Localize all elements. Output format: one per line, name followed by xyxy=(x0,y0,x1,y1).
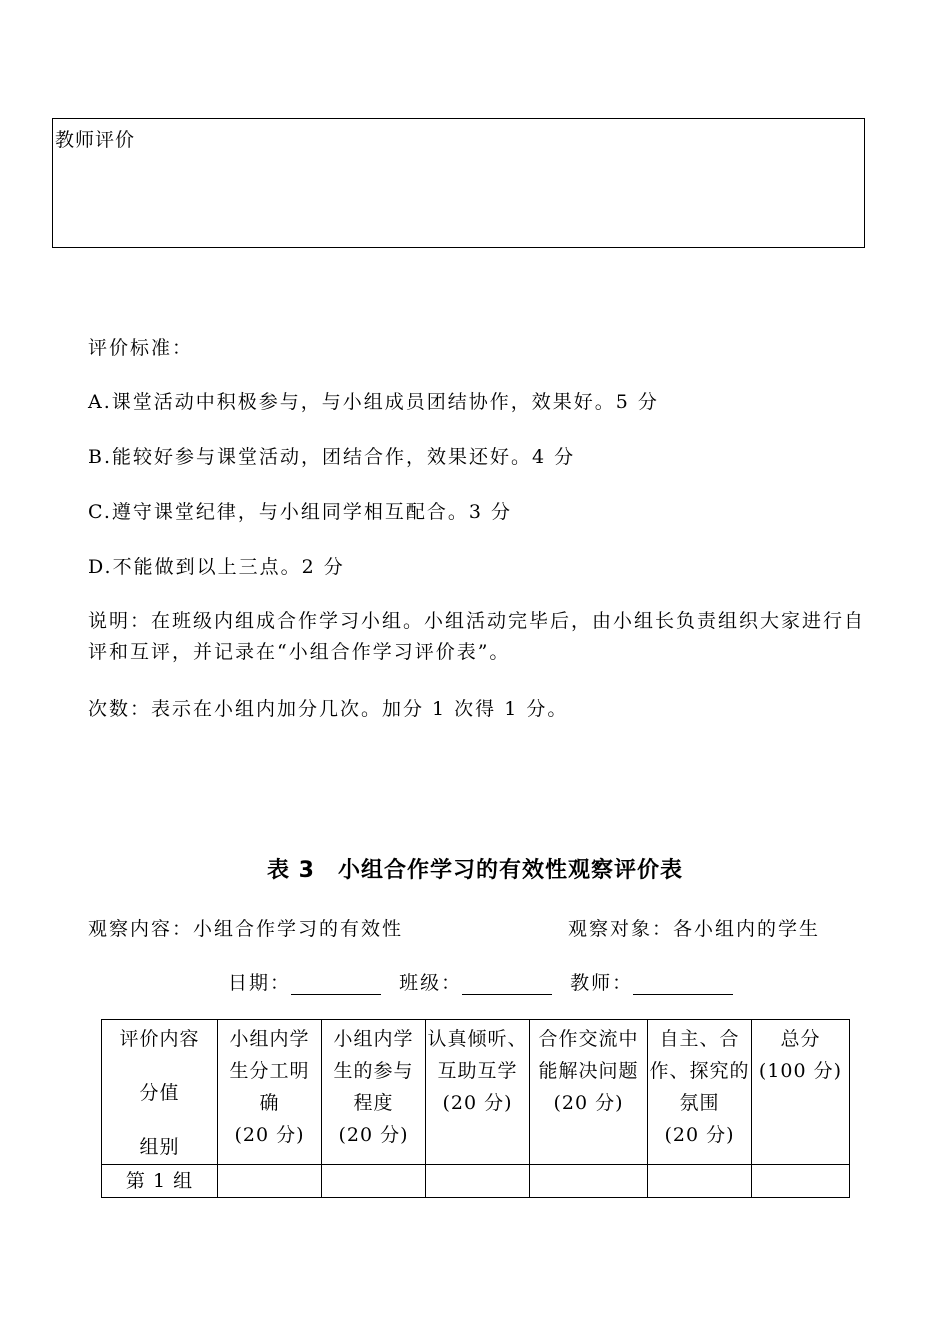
header-group: 组别 xyxy=(139,1136,180,1158)
table-row xyxy=(102,1165,850,1198)
explanation-note: 说明：在班级内组成合作学习小组。小组活动完毕后，由小组长负责组织大家进行自评和互评，并记录在“小组合作学习评价表”。 xyxy=(88,610,866,663)
header-line: 程度 xyxy=(353,1092,394,1114)
header-line: 氛围 xyxy=(679,1092,720,1114)
criteria-item-c: C.遵守课堂纪律，与小组同学相互配合。3 分 xyxy=(88,501,513,523)
header-col-total xyxy=(752,1020,850,1165)
score-cell[interactable] xyxy=(218,1165,322,1198)
header-line: 小组内学 xyxy=(229,1028,310,1050)
header-line: (20 分) xyxy=(442,1092,513,1114)
header-col-division xyxy=(218,1020,322,1165)
total-cell[interactable] xyxy=(752,1165,850,1198)
criteria-heading: 评价标准： xyxy=(88,337,194,359)
header-line: 小组内学 xyxy=(333,1028,414,1050)
header-line: (20 分) xyxy=(338,1124,409,1146)
evaluation-table xyxy=(101,1019,850,1198)
header-col-listening xyxy=(426,1020,530,1165)
header-line: 生分工明 xyxy=(229,1060,310,1082)
header-first-col xyxy=(102,1020,218,1165)
date-label: 日期： xyxy=(228,972,292,994)
date-class-teacher-line xyxy=(228,968,733,995)
header-col-problem-solving xyxy=(530,1020,648,1165)
header-score: 分值 xyxy=(139,1082,180,1104)
teacher-evaluation-label: 教师评价 xyxy=(55,129,136,151)
class-label: 班级： xyxy=(399,972,463,994)
criteria-item-a: A.课堂活动中积极参与，与小组成员团结协作，效果好。5 分 xyxy=(88,391,659,413)
criteria-item-d: D.不能做到以上三点。2 分 xyxy=(88,556,345,578)
group-cell: 第 1 组 xyxy=(102,1165,218,1198)
header-line: 自主、合 xyxy=(659,1028,740,1050)
header-line: 作、探究的 xyxy=(649,1060,750,1082)
header-line: 认真倾听、 xyxy=(427,1028,528,1050)
score-cell[interactable] xyxy=(648,1165,752,1198)
table3-title: 表 3 小组合作学习的有效性观察评价表 xyxy=(267,858,683,883)
date-blank xyxy=(291,974,381,995)
class-blank xyxy=(462,974,552,995)
header-line: 能解决问题 xyxy=(538,1060,639,1082)
header-line: (20 分) xyxy=(664,1124,735,1146)
table-header-row xyxy=(102,1020,850,1165)
teacher-label: 教师： xyxy=(570,972,634,994)
header-line: (100 分) xyxy=(758,1060,843,1082)
score-cell[interactable] xyxy=(322,1165,426,1198)
header-line: 生的参与 xyxy=(333,1060,414,1082)
score-cell[interactable] xyxy=(530,1165,648,1198)
header-line: (20 分) xyxy=(234,1124,305,1146)
teacher-evaluation-box xyxy=(52,118,865,248)
header-line: (20 分) xyxy=(553,1092,624,1114)
observe-target: 观察对象：各小组内的学生 xyxy=(568,918,821,940)
header-line: 互助互学 xyxy=(437,1060,518,1082)
header-line: 合作交流中 xyxy=(538,1028,639,1050)
header-col-participation xyxy=(322,1020,426,1165)
observe-content: 观察内容：小组合作学习的有效性 xyxy=(88,918,404,940)
header-line: 确 xyxy=(259,1092,280,1114)
count-note: 次数：表示在小组内加分几次。加分 1 次得 1 分。 xyxy=(88,698,569,720)
header-eval-content: 评价内容 xyxy=(119,1028,200,1050)
header-col-atmosphere xyxy=(648,1020,752,1165)
header-line: 总分 xyxy=(780,1028,821,1050)
score-cell[interactable] xyxy=(426,1165,530,1198)
criteria-item-b: B.能较好参与课堂活动，团结合作，效果还好。4 分 xyxy=(88,446,576,468)
teacher-blank xyxy=(633,974,733,995)
